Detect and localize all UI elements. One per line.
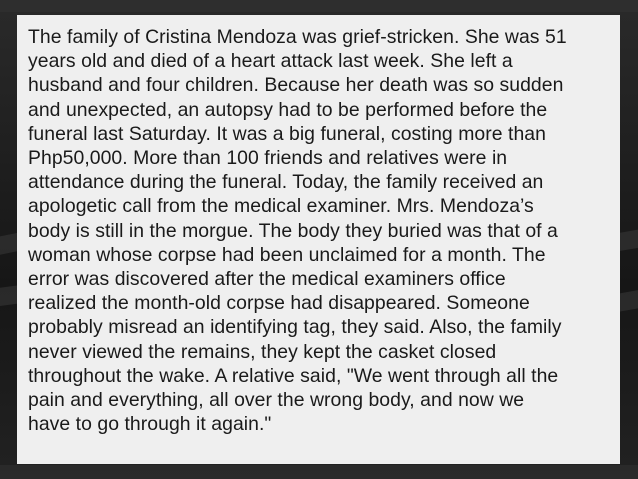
body-paragraph: The family of Cristina Mendoza was grief-stricken. She was 51 years old and died of a heart attack last week. She left a husband and four children. Because her death was so sudden and unexpected, an autopsy had to be performed before the funeral last Saturday. It was a big funeral, costing more than Php50,000. More than 100 friends and relatives were in attendance during the funeral. Today, the family received an apologetic call from the medical examiner. Mrs. Mendoza’s body is still in the morgue. The body they buried was that of a woman whose corpse had been unclaimed for a month. The error was discovered after the medical examiners office realized the month-old corpse had disappeared. Someone probably misread an identifying tag, they said. Also, the family never viewed the remains, they kept the casket closed throughout the wake. A relative said, "We went through all the pain and everything, all over the wrong body, and now we have to go through it again." xyxy=(28,26,567,436)
text-box xyxy=(17,15,620,464)
